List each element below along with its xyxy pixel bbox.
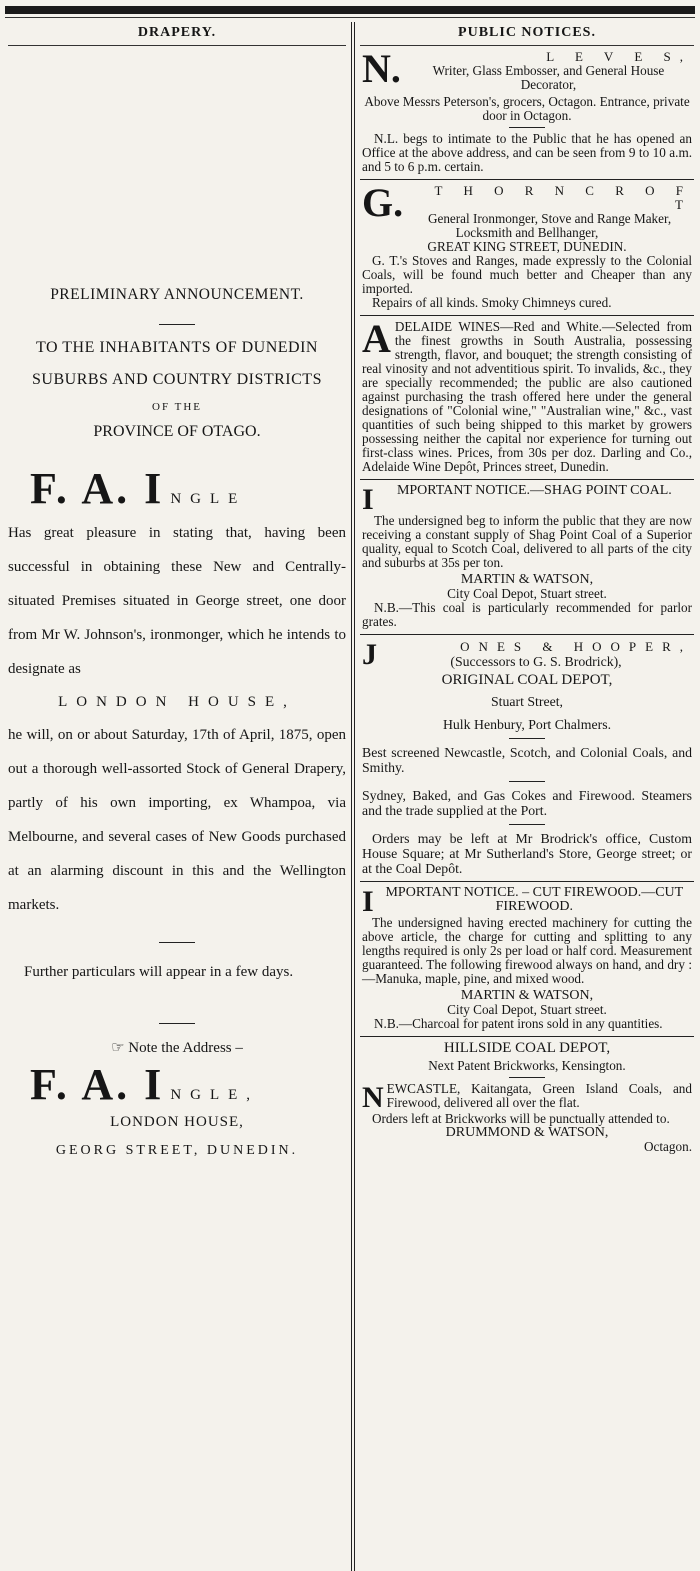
shag-nb: N.B.—This coal is particularly recommended for parlor grates. <box>362 600 692 629</box>
name-initials: F. A. I <box>30 464 165 513</box>
announcement-body-2: he will, on or about Saturday, 17th of April, 1875, open out a thorough well-assorted Stock of General Drapery, partly of his own importing, ex Whampoa, via Melbourne, and several cases of New Goods purchased at an alarming discount in this and the Wellington markets. <box>8 727 346 913</box>
announcement-body: Has great pleasure in stating that, having been successful in obtaining these New and Centrally-situated Premises situated in George street, one door from Mr W. Johnson's, ironmonger, which he intends to designate as <box>8 525 346 677</box>
firewood-body: The undersigned having erected machinery for cutting the above article, the charge for cutting and splitting to any lengths required is only 2s per load or half cord. Measurement guaranteed. The following firewood always on hand, and dry :—Manuka, maple, pine, and mixed wood. <box>362 915 692 986</box>
shag-dropcap: I <box>362 483 374 516</box>
thorncroft-advert <box>360 180 694 316</box>
jones-name: ONES & HOOPER, <box>460 639 692 654</box>
firewood-advert <box>360 882 694 1037</box>
thorncroft-body: G. T.'s Stoves and Ranges, made expressly to the Colonial Coals, will be found much better and Cheaper than any imported. <box>362 253 692 296</box>
thorncroft-repairs: Repairs of all kinds. Smoky Chimneys cured. <box>372 295 612 310</box>
leves-dropcap: N. <box>362 46 401 91</box>
preliminary-announcement: PRELIMINARY ANNOUNCEMENT. <box>50 286 304 303</box>
firewood-firm: MARTIN & WATSON, <box>460 988 594 1003</box>
thorncroft-name: T H O R N C R O F T <box>434 183 692 212</box>
hillside-title: HILLSIDE COAL DEPOT, <box>443 1040 611 1056</box>
firewood-dropcap: I <box>362 885 374 918</box>
leves-name: L E V E S, <box>546 49 692 64</box>
hillside-firm: DRUMMOND & WATSON, <box>445 1125 609 1140</box>
thorncroft-street: GREAT KING STREET, DUNEDIN. <box>427 239 627 254</box>
jones-cokes: Sydney, Baked, and Gas Cokes and Firewood. Steamers and the trade supplied at the Port. <box>362 788 692 818</box>
hillside-advert <box>360 1037 694 1159</box>
public-notices-heading: PUBLIC NOTICES. <box>360 20 694 46</box>
jones-dropcap: J <box>362 638 377 671</box>
of-the: OF THE <box>152 401 202 413</box>
top-rule <box>5 6 695 14</box>
leves-trade: Writer, Glass Embosser, and General House Decorator, <box>432 63 665 92</box>
firewood-depot: City Coal Depot, Stuart street. <box>447 1002 607 1017</box>
hillside-body: EWCASTLE, Kaitangata, Green Island Coals, and Firewood, delivered all over the flat. <box>386 1081 692 1110</box>
suburbs-districts: SUBURBS AND COUNTRY DISTRICTS <box>32 371 322 388</box>
jones-dash <box>509 738 545 739</box>
hillside-sub: Next Patent Brickworks, Kensington. <box>428 1058 626 1073</box>
shag-title: MPORTANT NOTICE.—SHAG POINT COAL. <box>396 483 672 498</box>
london-house-2: LONDON HOUSE, <box>110 1114 244 1130</box>
province-otago: PROVINCE OF OTAGO. <box>93 423 261 440</box>
hillside-place: Octagon. <box>644 1139 692 1154</box>
london-house: LONDON HOUSE, <box>58 694 296 710</box>
column-divider-inner <box>354 22 355 1571</box>
name-rest-2: NGLE, <box>170 1087 260 1103</box>
jones-hooper-advert <box>360 635 694 882</box>
drapery-column <box>8 20 346 1159</box>
column-divider <box>351 22 352 1571</box>
shag-point-advert <box>360 480 694 635</box>
jones-dash-3 <box>509 824 545 825</box>
adelaide-wines-advert <box>360 316 694 480</box>
hillside-orders: Orders left at Brickworks will be punctually attended to. <box>372 1111 670 1126</box>
shag-firm: MARTIN & WATSON, <box>460 572 594 587</box>
note-address: ☞ Note the Address – <box>111 1040 243 1056</box>
firewood-nb: N.B.—Charcoal for patent irons sold in any quantities. <box>374 1016 663 1031</box>
leves-body: N.L. begs to intimate to the Public that he has opened an Office at the above address, and can be seen from 9 to 10 a.m. and 5 to 6 p.m. certain. <box>362 131 692 174</box>
public-notices-column <box>360 20 694 1159</box>
leves-dash <box>509 127 545 128</box>
jones-orders: Orders may be left at Mr Brodrick's office, Custom House Square; at Mr Sutherland's Store, George street; or at the Coal Depôt. <box>362 831 692 876</box>
name-rest: NGLE <box>170 491 247 507</box>
jones-hulk: Hulk Henbury, Port Chalmers. <box>442 717 612 732</box>
leves-address: Above Messrs Peterson's, grocers, Octagon. Entrance, private door in Octagon. <box>364 94 690 123</box>
thorncroft-trade: General Ironmonger, Stove and Range Maker, Locksmith and Bellhanger, <box>427 211 672 240</box>
adelaide-dropcap: A <box>362 316 391 361</box>
adelaide-body: DELAIDE WINES—Red and White.—Selected from the finest growths in South Australia, possessing strength, flavor, and bouquet; the strength consisting of real vinosity and not adventitious spirit. To invalids, &c., they are specially recommended; the public are also cautioned against purchasing the trash offered here under the general designations of "Colonial wine," "Australian wine," &c., vast quantities of such being shipped to this market by growers possessing neither the capital nor experience for turning out first-class wines. Prices, from 30s per doz. Darling and Co., Adelaide Wine Depôt, Princes street, Dunedin. <box>362 319 692 474</box>
street-address: GEORG STREET, DUNEDIN. <box>55 1143 299 1158</box>
further-particulars: Further particulars will appear in a few days. <box>24 964 294 980</box>
shag-body: The undersigned beg to inform the public that they are now receiving a constant supply of Shag Point Coal of a Superior quality, equal to Scotch Coal, delivered to all parts of the city and suburbs at 35s per ton. <box>362 513 692 570</box>
jones-dash-2 <box>509 781 545 782</box>
jones-street: Stuart Street, <box>490 694 564 709</box>
jones-coals: Best screened Newcastle, Scotch, and Colonial Coals, and Smithy. <box>362 745 692 775</box>
name-initials-2: F. A. I <box>30 1060 165 1109</box>
jones-successors: (Successors to G. S. Brodrick), <box>450 654 622 669</box>
leves-advert <box>360 46 694 180</box>
shag-depot: City Coal Depot, Stuart street. <box>447 586 607 601</box>
hillside-dash <box>509 1077 545 1078</box>
drapery-heading: DRAPERY. <box>8 20 346 46</box>
hillside-dropcap: N <box>362 1081 384 1114</box>
advertiser-name-2 <box>8 1059 346 1110</box>
firewood-title: MPORTANT NOTICE. – CUT FIREWOOD.—CUT FIREWOOD. <box>385 885 684 914</box>
advertiser-name <box>8 463 346 514</box>
thorncroft-dropcap: G. <box>362 180 404 225</box>
jones-depot: ORIGINAL COAL DEPOT, <box>441 672 613 688</box>
to-inhabitants: TO THE INHABITANTS OF DUNEDIN <box>36 339 318 356</box>
top-thin-rule <box>5 17 695 18</box>
